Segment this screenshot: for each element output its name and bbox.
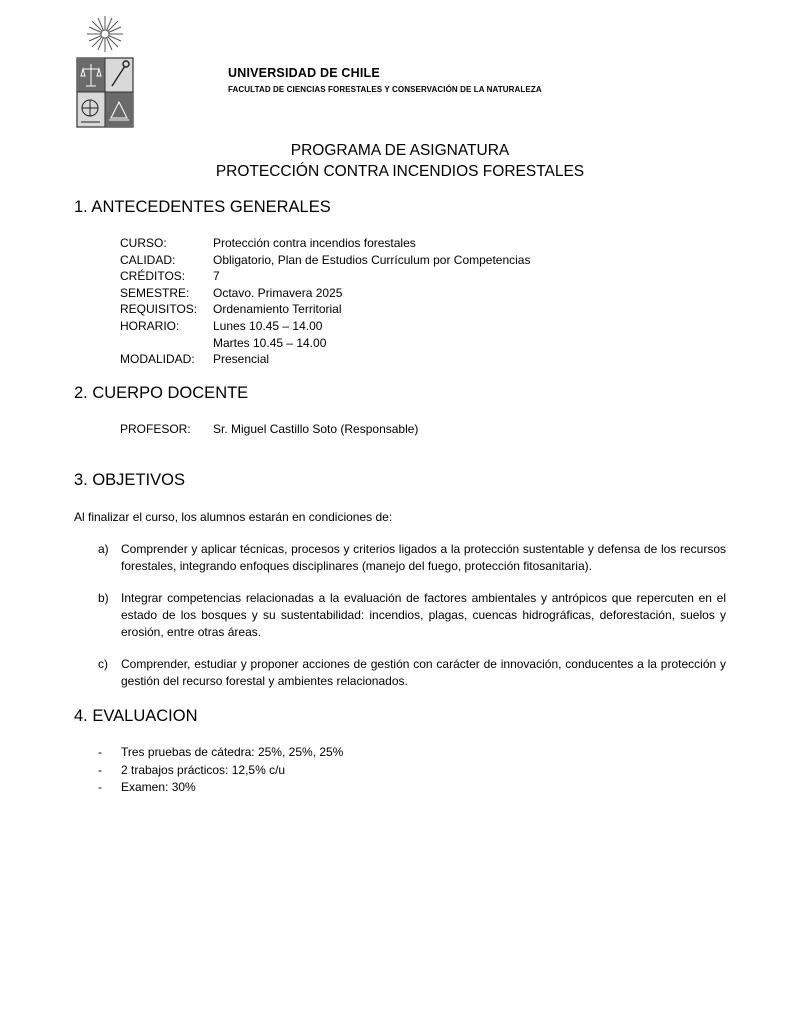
university-seal-logo: [76, 14, 134, 128]
info-row-curso: [120, 236, 530, 253]
title-line-2: PROTECCIÓN CONTRA INCENDIOS FORESTALES: [215, 163, 585, 180]
info-label: [120, 336, 213, 353]
objetivos-intro: Al finalizar el curso, los alumnos estarán en condiciones de:: [74, 510, 393, 524]
info-value: Octavo. Primavera 2025: [213, 285, 343, 300]
info-row-requisitos: [120, 302, 530, 319]
info-row-semestre: [120, 286, 530, 303]
evaluacion-list: [98, 745, 343, 798]
info-row-horario-cont: [120, 336, 530, 353]
section-heading-evaluacion: 4. EVALUACION: [74, 707, 198, 725]
info-value: Protección contra incendios forestales: [213, 236, 416, 250]
objective-marker: a): [98, 542, 109, 556]
section-heading-objetivos: 3. OBJETIVOS: [74, 471, 185, 489]
info-label: REQUISITOS:: [120, 302, 198, 317]
objective-text: Comprender y aplicar técnicas, procesos y criterios ligados a la protección sustentable y defensa de los recursos forestales, integrando enfoques disciplinares (manejo del fuego, protección fitosanitaria).: [121, 542, 726, 573]
profesor-row: [120, 422, 418, 436]
list-item: [98, 763, 343, 781]
list-item: [98, 745, 343, 763]
objective-marker: b): [98, 591, 109, 605]
profesor-name: Sr. Miguel Castillo Soto (Responsable): [213, 422, 419, 436]
info-value: Martes 10.45 – 14.00: [213, 335, 327, 350]
section-heading-antecedentes: 1. ANTECEDENTES GENERALES: [74, 198, 331, 216]
info-label: SEMESTRE:: [120, 285, 190, 300]
list-item: [98, 780, 343, 798]
dash-bullet: -: [98, 745, 102, 759]
info-row-creditos: [120, 269, 530, 286]
dash-bullet: -: [98, 780, 102, 794]
evaluacion-text: Tres pruebas de cátedra: 25%, 25%, 25%: [121, 745, 344, 759]
dash-bullet: -: [98, 762, 102, 777]
objective-item: [98, 590, 726, 641]
info-label: CALIDAD:: [120, 252, 176, 267]
info-value: Lunes 10.45 – 14.00: [213, 318, 323, 333]
profesor-label: PROFESOR:: [120, 422, 191, 436]
objective-item: [98, 656, 726, 690]
evaluacion-text: Examen: 30%: [121, 780, 196, 794]
info-value: Ordenamiento Territorial: [213, 302, 342, 317]
info-row-modalidad: [120, 352, 530, 369]
institution-header: [228, 66, 542, 94]
objective-item: [98, 541, 726, 575]
objective-text: Comprender, estudiar y proponer acciones de gestión con carácter de innovación, conducentes a la protección y gestión del recurso forestal y ambientes relacionados.: [121, 657, 726, 688]
info-label: CRÉDITOS:: [120, 269, 186, 284]
info-value: 7: [213, 269, 220, 284]
info-value: Obligatorio, Plan de Estudios Currículum por Competencias: [213, 252, 531, 267]
faculty-name: FACULTAD DE CIENCIAS FORESTALES Y CONSERVACIÓN DE LA NATURALEZA: [228, 85, 542, 94]
info-label: CURSO:: [120, 236, 167, 250]
info-label: HORARIO:: [120, 318, 180, 333]
info-row-horario: [120, 319, 530, 336]
document-title: [0, 140, 800, 182]
evaluacion-text: 2 trabajos prácticos: 12,5% c/u: [121, 762, 286, 777]
antecedentes-table: [120, 236, 530, 369]
info-value: Presencial: [213, 352, 270, 367]
info-label: MODALIDAD:: [120, 352, 195, 367]
section-heading-cuerpo-docente: 2. CUERPO DOCENTE: [74, 384, 249, 402]
objective-text: Integrar competencias relacionadas a la evaluación de factores ambientales y antrópicos que repercuten en el estado de los bosques y su sustentabilidad: incendios, plagas, cuencas hidrográficas, deforestación, suelos y erosión, entre otras áreas.: [121, 591, 726, 639]
info-row-calidad: [120, 253, 530, 270]
university-name: UNIVERSIDAD DE CHILE: [228, 66, 380, 80]
title-line-1: PROGRAMA DE ASIGNATURA: [290, 142, 510, 159]
objective-marker: c): [98, 657, 108, 671]
